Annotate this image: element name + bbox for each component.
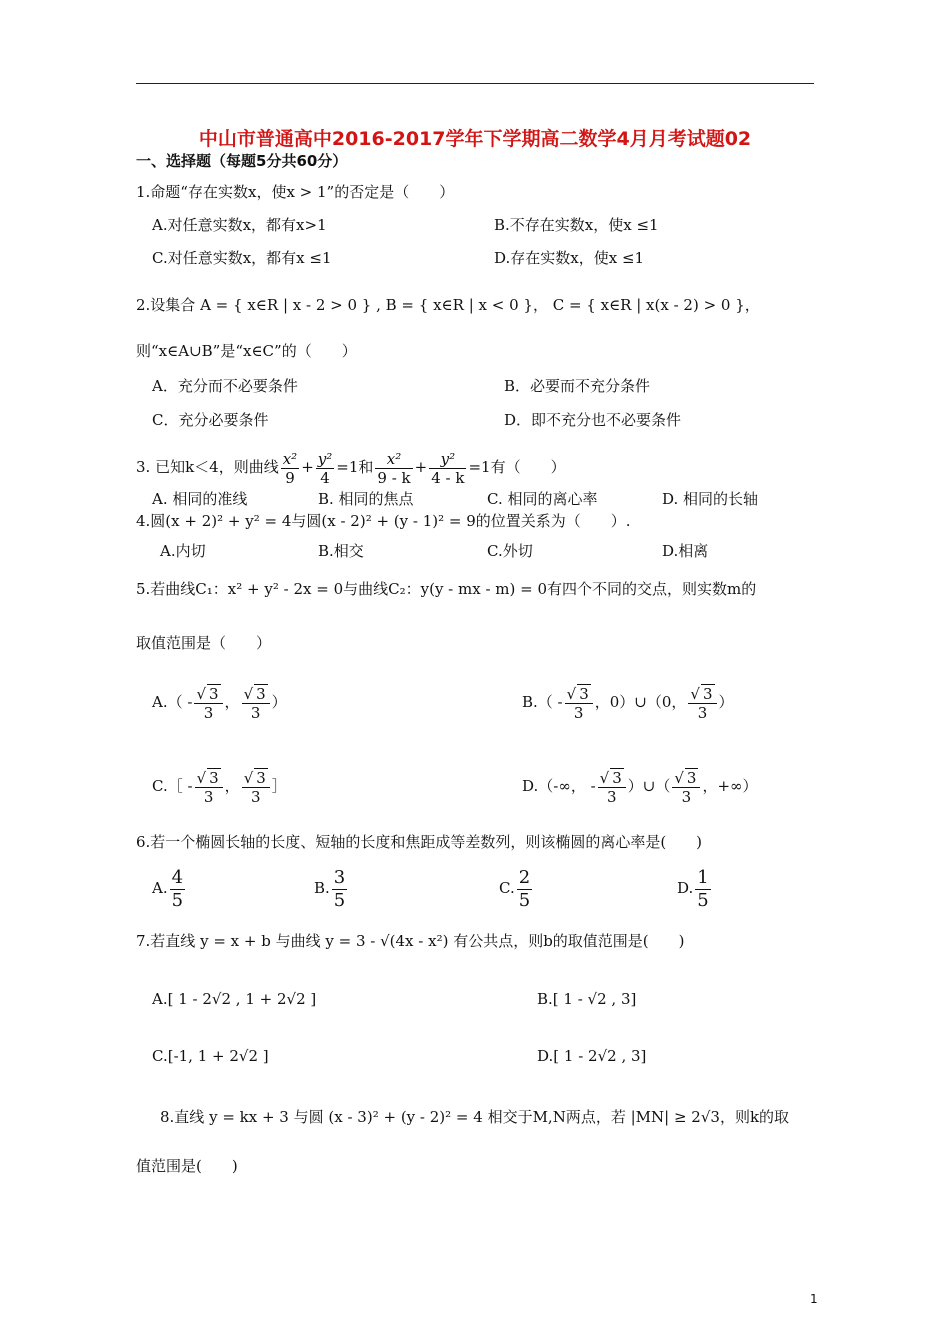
q2-stem-cont: 则“x∈A∪B”是“x∈C”的（ ） [136,342,357,360]
q6-option-a: A. $\frac{4}{5}$ [152,866,184,911]
header-rule [136,83,814,84]
q3-option-a: A. 相同的准线 [152,490,248,508]
q1-option-b: B.不存在实数x，使x ≤1 [494,216,659,234]
q6-option-d: D. $\frac{1}{5}$ [677,866,709,911]
q7-option-b: B.[ 1 - √2 , 3] [537,990,637,1008]
q1-stem: 1.命题“存在实数x，使x > 1”的否定是（ ） [136,183,455,201]
q3-pre: 3. 已知k＜4，则曲线 [136,458,279,476]
q4-option-c: C.外切 [487,542,533,560]
q5-stem: 5.若曲线C₁：x² + y² - 2x = 0与曲线C₂：y(y - mx - m) = 0有四个不同的交点，则实数m的 [136,580,757,598]
q8-stem-cont: 值范围是( ) [136,1157,238,1175]
q4-option-a: A.内切 [160,542,206,560]
q8-stem: 8.直线 y = kx + 3 与圆 (x - 3)² + (y - 2)² = 4 相交于M,N两点，若 |MN| ≥ 2√3，则k的取 [160,1108,790,1126]
q3-frac-3: $\frac{\text{x²}}{9 - k}$ [377,449,411,487]
q6-option-c: C. $\frac{2}{5}$ [499,866,531,911]
q4-stem: 4.圆(x + 2)² + y² = 4与圆(x - 2)² + (y - 1)² = 9的位置关系为（ ）. [136,512,631,530]
q2-option-b: B．必要而不充分条件 [504,377,651,395]
q1-option-d: D.存在实数x，使x ≤1 [494,249,645,267]
q3-option-d: D. 相同的长轴 [662,490,759,508]
q3-post: =1有（ ） [468,458,566,476]
q7-stem: 7.若直线 y = x + b 与曲线 y = 3 - √(4x - x²) 有公共点，则b的取值范围是( ) [136,932,685,950]
q1-option-c: C.对任意实数x，都有x ≤1 [152,249,332,267]
q3-frac-1: $\frac{\text{x²}}{9}$ [282,449,298,487]
q4-option-b: B.相交 [318,542,364,560]
q5-option-d: D.（-∞， - $\frac{√ 3}{3}$ ）∪（ $\frac{√ 3}{3}$ ，+∞） [522,769,758,806]
q7-option-a: A.[ 1 - 2√2 , 1 + 2√2 ] [152,990,317,1008]
page-number: 1 [810,1292,818,1306]
q3-mid: =1和 [336,458,374,476]
q2-stem: 2.设集合 A = { x∈R | x - 2 > 0 } , B = { x∈R | x < 0 }， C = { x∈R | x(x - 2) > 0 }， [136,296,760,314]
q2-option-a: A．充分而不必要条件 [152,377,298,395]
section-heading: 一、选择题（每题5分共60分） [136,152,348,170]
q3-frac-4: $\frac{\text{y²}}{4 - k}$ [431,449,465,487]
q5-option-b: B.（ - $\frac{√ 3}{3}$ ，0）∪（0， $\frac{√ 3}{3}$ ） [522,685,734,722]
q5-stem-cont: 取值范围是（ ） [136,634,272,652]
q3-stem: 3. 已知k＜4，则曲线 $\frac{\text{x²}}{9}$ + $\frac{\text{y²}}{4}$ =1和 $\frac{\text{x²}}{9 - k}$ + $\frac{\text{y²}}{4 - k}$ =1有（ ） [136,449,566,487]
page-title: 中山市普通高中2016-2017学年下学期高二数学4月月考试题02 [198,128,752,150]
q1-option-a: A.对任意实数x，都有x>1 [152,216,327,234]
q7-option-d: D.[ 1 - 2√2 , 3] [537,1047,647,1065]
q4-option-d: D.相离 [662,542,709,560]
q5-option-a: A.（ - $\frac{√ 3}{3}$ ， $\frac{√ 3}{3}$ ） [152,685,287,722]
q2-option-c: C．充分必要条件 [152,411,269,429]
q3-option-c: C. 相同的离心率 [487,490,598,508]
q3-frac-2: $\frac{\text{y²}}{4}$ [317,449,333,487]
q3-option-b: B. 相同的焦点 [318,490,414,508]
q7-option-c: C.[-1, 1 + 2√2 ] [152,1047,269,1065]
q6-stem: 6.若一个椭圆长轴的长度、短轴的长度和焦距成等差数列，则该椭圆的离心率是( ) [136,833,703,851]
q5-option-c: C.［ - $\frac{√ 3}{3}$ ， $\frac{√ 3}{3}$ ］ [152,769,287,806]
q2-option-d: D．即不充分也不必要条件 [504,411,682,429]
q6-option-b: B. $\frac{3}{5}$ [314,866,346,911]
